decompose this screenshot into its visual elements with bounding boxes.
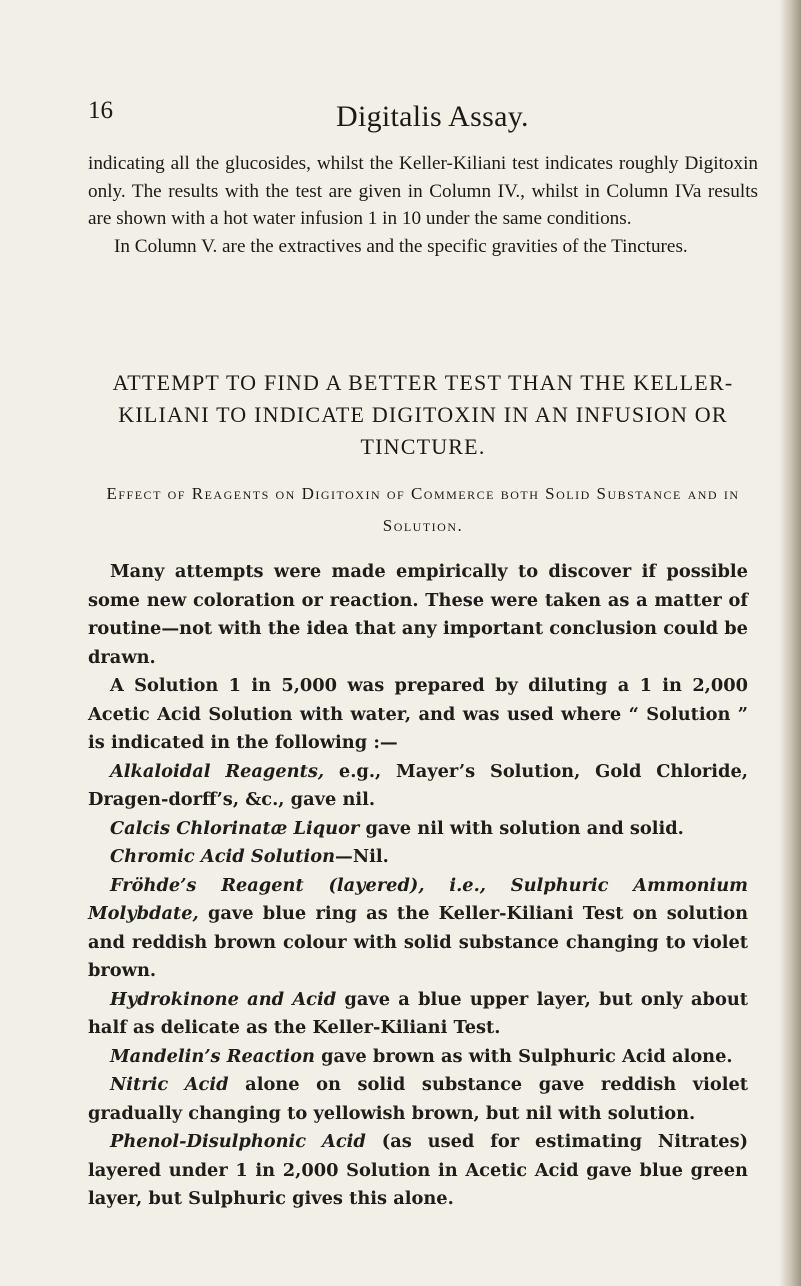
reagent-name: Fröhde’s Reagent (layered), i.e., Sulphuric Ammonium Molybdate, [88, 874, 748, 924]
reagent-entry [88, 1043, 748, 1072]
intro-paragraph-2: In Column V. are the extractives and the specific gravities of the Tinctures. [114, 235, 688, 257]
reagent-name: Hydrokinone and Acid [110, 988, 337, 1010]
reagent-entry [88, 843, 748, 872]
reagent-result: e.g., Mayer’s Solution, Gold Chloride, Dragen-dorff’s, &c., gave nil. [88, 760, 748, 810]
reagent-entry [88, 758, 748, 815]
reagent-entry [88, 815, 748, 844]
reagent-name: Phenol-Disulphonic Acid [110, 1131, 366, 1152]
section-heading: ATTEMPT TO FIND A BETTER TEST THAN THE KELLER-KILIANI TO INDICATE DIGITOXIN IN AN INFUSION OR TINCTURE. [112, 370, 734, 459]
reagent-result: gave a blue upper layer, but only about half as delicate as the Keller-Kiliani Test. [88, 988, 748, 1038]
reagent-result: gave blue ring as the Keller-Kiliani Test on solution and reddish brown colour with solid substance changing to violet brown. [88, 903, 748, 981]
reagent-name: Nitric Acid [110, 1074, 229, 1095]
reagent-entry [88, 872, 748, 986]
body-text [88, 558, 748, 1214]
page-number: 16 [88, 97, 113, 124]
reagent-result: alone on solid substance gave reddish violet gradually changing to yellowish brown, but nil with solution. [88, 1074, 748, 1124]
body-paragraph-1: Many attempts were made empirically to discover if possible some new coloration or reaction. These were taken as a matter of routine—not with the idea that any important conclusion could be drawn. [88, 561, 748, 668]
reagent-name: Calcis Chlorinatæ Liquor [110, 817, 360, 839]
reagent-result: gave nil with solution and solid. [359, 817, 684, 839]
reagent-entry [88, 1128, 748, 1214]
intro-text [88, 150, 758, 260]
body-paragraph-2: A Solution 1 in 5,000 was prepared by diluting a 1 in 2,000 Acetic Acid Solution with water, and was used where “ Solution ” is indicated in the following :— [88, 675, 748, 753]
intro-paragraph-1: indicating all the glucosides, whilst the Keller-Kiliani test indicates roughly Digitoxin only. The results with the test are given in Column IV., whilst in Column IVa results are shown with a hot water infusion 1 in 10 under the same conditions. [88, 153, 758, 229]
reagent-entry [88, 986, 748, 1043]
page-header [40, 98, 760, 138]
reagent-name: Alkaloidal Reagents, [110, 760, 325, 782]
reagent-name: Chromic Acid Solution [110, 846, 336, 867]
reagent-entry [88, 1071, 748, 1128]
section-subheading: Effect of Reagents on Digitoxin of Commerce both Solid Substance and in Solution. [106, 484, 740, 535]
reagent-result: (as used for estimating Nitrates) layered under 1 in 2,000 Solution in Acetic Acid gave blue green layer, but Sulphuric gives this alone. [88, 1131, 748, 1209]
running-head: Digitalis Assay. [336, 100, 529, 133]
reagent-name: Mandelin’s Reaction [110, 1045, 315, 1067]
reagent-result: —Nil. [335, 846, 389, 867]
reagent-result: gave brown as with Sulphuric Acid alone. [314, 1045, 733, 1067]
page-edge-shadow [779, 0, 801, 1286]
